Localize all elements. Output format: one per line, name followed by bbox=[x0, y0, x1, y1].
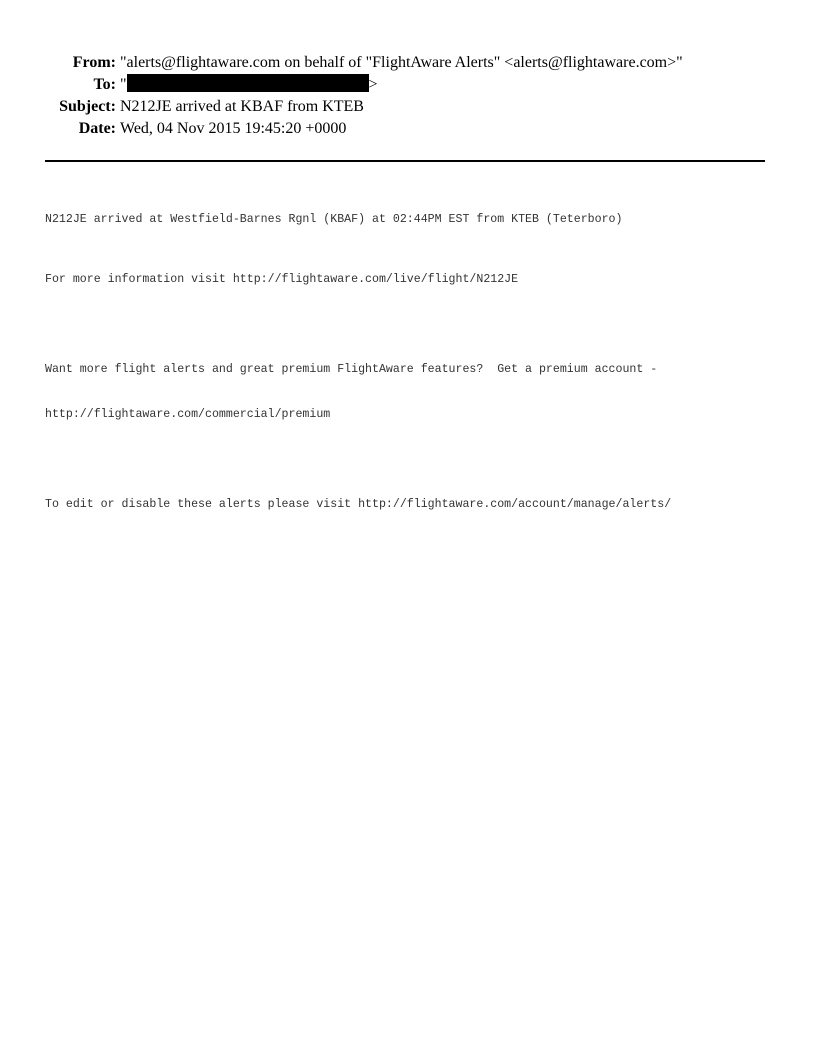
manage-alerts-paragraph: To edit or disable these alerts please visit http://flightaware.com/account/manage/alerts/ bbox=[45, 498, 672, 511]
subject-value: N212JE arrived at KBAF from KTEB bbox=[120, 98, 364, 115]
date-row bbox=[0, 118, 816, 140]
subject-label: Subject: bbox=[59, 98, 116, 115]
email-header bbox=[0, 52, 816, 140]
subject-row bbox=[0, 96, 816, 118]
from-value: "alerts@flightaware.com on behalf of "FlightAware Alerts" <alerts@flightaware.com>" bbox=[120, 54, 683, 71]
from-row bbox=[0, 52, 816, 74]
email-body bbox=[45, 182, 775, 542]
from-label: From: bbox=[72, 54, 116, 71]
header-divider bbox=[45, 160, 765, 162]
to-prefix: " bbox=[120, 76, 127, 93]
to-value bbox=[120, 74, 378, 96]
date-value: Wed, 04 Nov 2015 19:45:20 +0000 bbox=[120, 120, 347, 137]
to-suffix: > bbox=[368, 76, 378, 93]
redaction-bar bbox=[127, 74, 369, 92]
info-paragraph: For more information visit http://flightaware.com/live/flight/N212JE bbox=[45, 273, 519, 286]
premium-line-2: http://flightaware.com/commercial/premium bbox=[45, 408, 331, 421]
to-row bbox=[0, 74, 816, 96]
premium-paragraph bbox=[45, 332, 775, 452]
arrival-paragraph: N212JE arrived at Westfield-Barnes Rgnl (KBAF) at 02:44PM EST from KTEB (Teterboro) bbox=[45, 213, 623, 226]
to-label: To: bbox=[93, 76, 116, 93]
date-label: Date: bbox=[78, 120, 116, 137]
premium-line-1: Want more flight alerts and great premium FlightAware features? Get a premium account - bbox=[45, 363, 658, 376]
